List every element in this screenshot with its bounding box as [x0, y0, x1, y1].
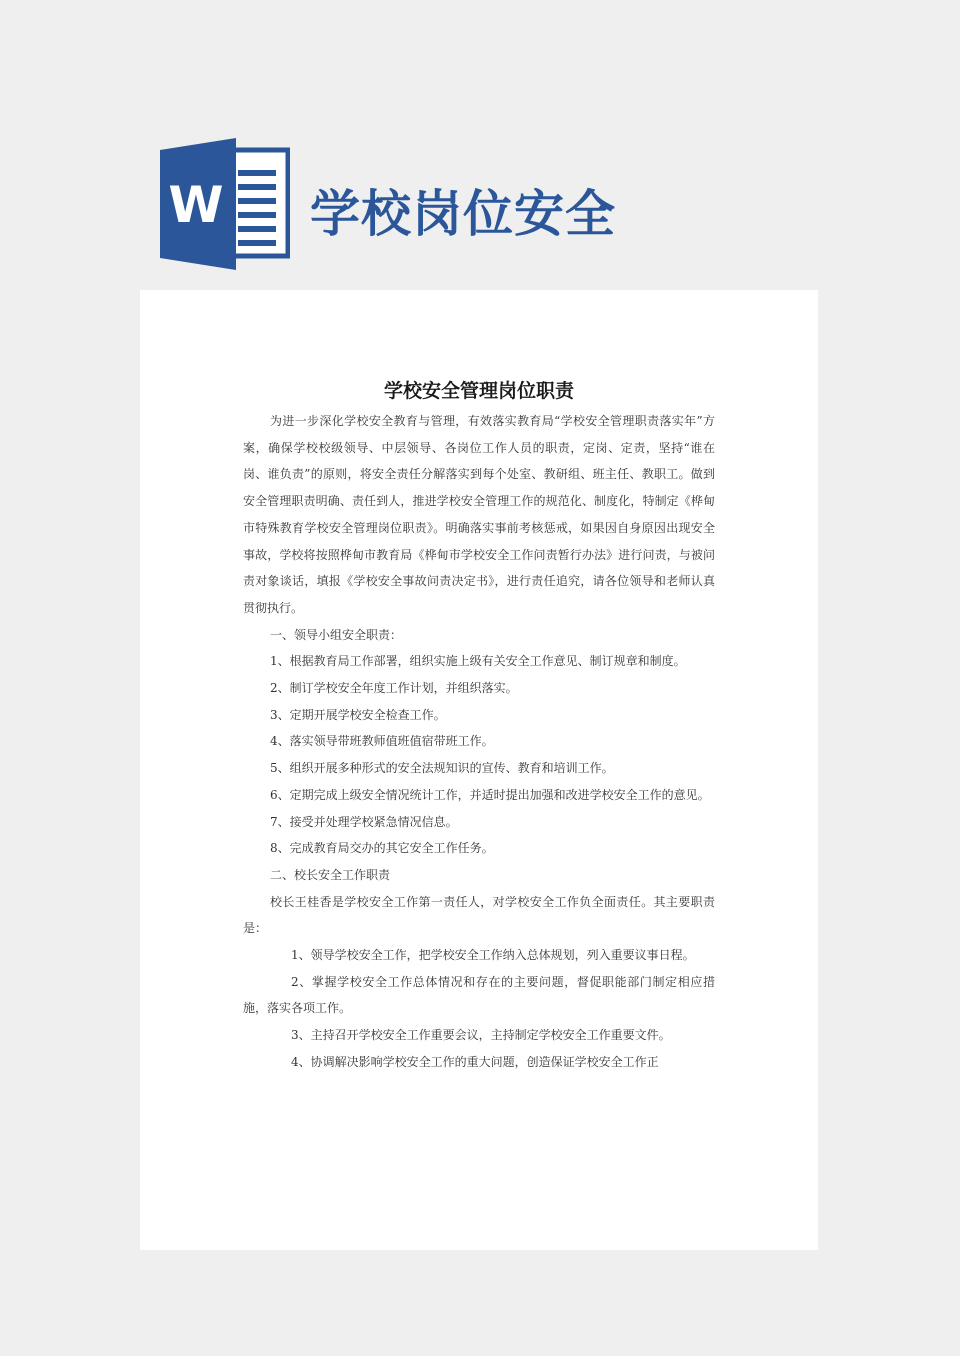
intro-paragraph: 为进一步深化学校安全教育与管理，有效落实教育局“学校安全管理职责落实年”方案，确保学校校级领导、中层领导、各岗位工作人员的职责，定岗、定责，坚持“谁在岗、谁负责”的原则，将安全责任分解落实到每个处室、教研组、班主任、教职工。做到安全管理职责明确、责任到人，推进学校安全管理工作的规范化、制度化，特制定《桦甸市特殊教育学校安全管理岗位职责》。明确落实事前考核惩戒，如果因自身原因出现安全事故，学校将按照桦甸市教育局《桦甸市学校安全工作问责暂行办法》进行问责，与被问责对象谈话，填报《学校安全事故问责决定书》，进行责任追究，请各位领导和老师认真贯彻执行。 — [243, 414, 715, 615]
section-heading: 二、校长安全工作职责 — [270, 867, 391, 882]
list-item: 7、接受并处理学校紧急情况信息。 — [270, 814, 458, 829]
list-item: 3、主持召开学校安全工作重要会议，主持制定学校安全工作重要文件。 — [291, 1028, 671, 1043]
list-item: 1、根据教育局工作部署，组织实施上级有关安全工作意见、制订规章和制度。 — [270, 654, 686, 669]
document-header — [160, 138, 860, 270]
list-item: 3、定期开展学校安全检查工作。 — [270, 707, 446, 722]
list-item: 1、领导学校安全工作，把学校安全工作纳入总体规划，列入重要议事日程。 — [291, 948, 695, 963]
list-item: 2、制订学校安全年度工作计划，并组织落实。 — [270, 681, 518, 696]
document-body — [243, 408, 715, 1076]
list-item: 8、完成教育局交办的其它安全工作任务。 — [270, 841, 494, 856]
list-item: 4、协调解决影响学校安全工作的重大问题，创造保证学校安全工作正 — [291, 1054, 659, 1069]
document-page — [140, 290, 818, 1250]
word-document-icon — [160, 138, 290, 270]
body-paragraph: 校长王桂香是学校安全工作第一责任人，对学校安全工作负全面责任。其主要职责是： — [243, 894, 715, 936]
list-item: 4、落实领导带班教师值班值宿带班工作。 — [270, 734, 494, 749]
document-title: 学校安全管理岗位职责 — [383, 380, 574, 402]
section-heading: 一、领导小组安全职责： — [270, 627, 403, 642]
svg-text:W: W — [168, 176, 224, 234]
list-item: 6、定期完成上级安全情况统计工作，并适时提出加强和改进学校安全工作的意见。 — [270, 787, 710, 802]
header-title: 学校岗位安全 — [310, 185, 616, 243]
list-item: 2、掌握学校安全工作总体情况和存在的主要问题，督促职能部门制定相应措施，落实各项工作。 — [243, 974, 715, 1016]
list-item: 5、组织开展多种形式的安全法规知识的宣传、教育和培训工作。 — [270, 761, 614, 776]
